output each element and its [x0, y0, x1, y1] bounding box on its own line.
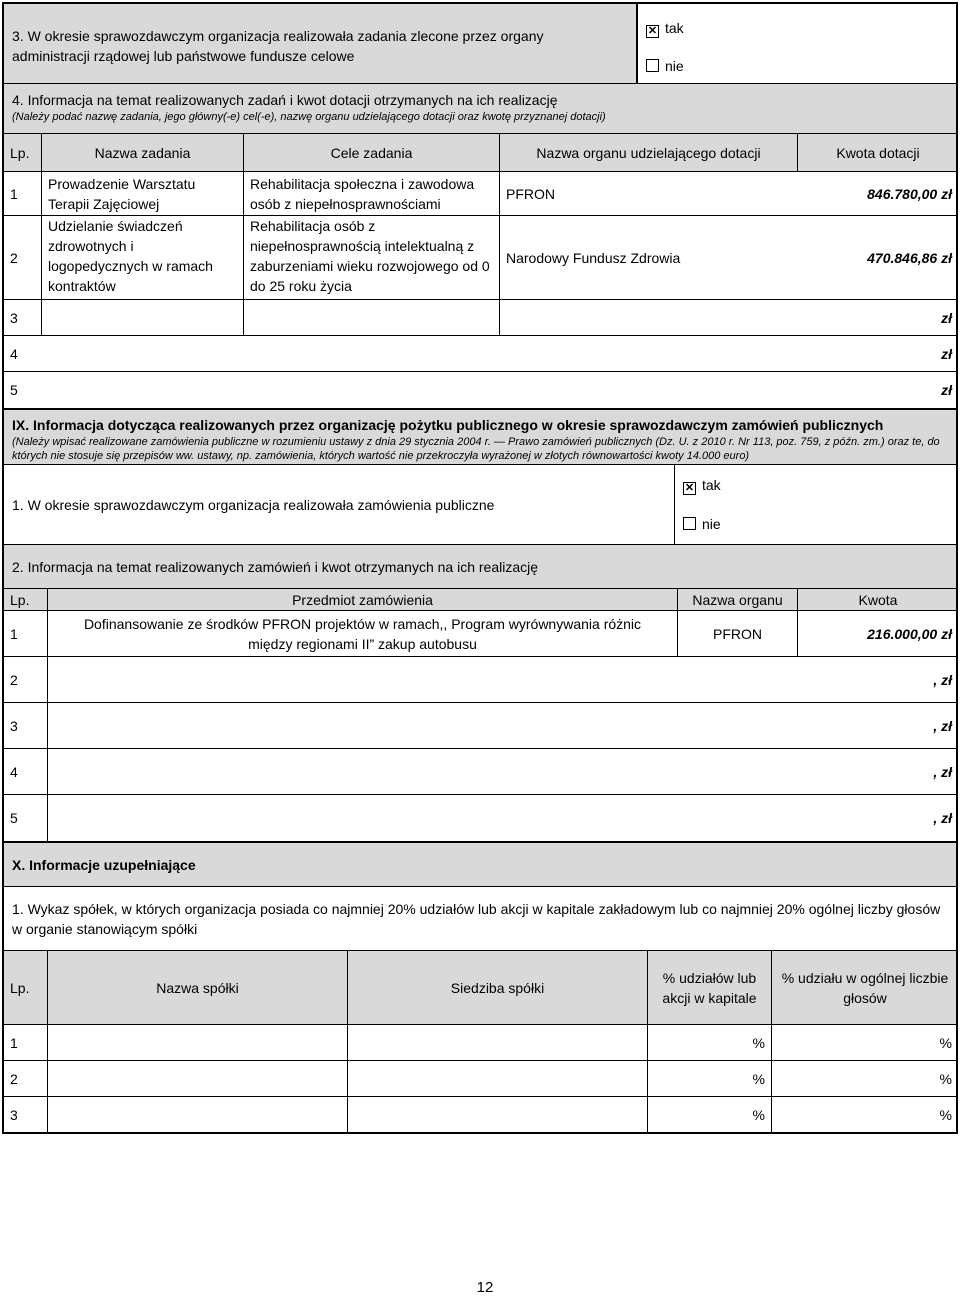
s10-table-body — [2, 1025, 958, 1134]
s4-row-lp: 2 — [4, 216, 42, 299]
s4-row-goals: Rehabilitacja społeczna i zawodowa osób z niepełnosprawnościami — [244, 172, 500, 215]
s9-q2: 2. Informacja na temat realizowanych zamówień i kwot otrzymanych na ich realizację — [12, 558, 539, 575]
s4-note: (Należy podać nazwę zadania, jego główny(-e) cel(-e), nazwę organu udzielającego dotacji oraz kwotę przyznanej dotacji) — [12, 111, 606, 123]
s9-header-row — [2, 589, 958, 611]
s10-row-lp: 3 — [4, 1097, 48, 1132]
s4-row-lp: 4 — [10, 345, 18, 362]
s9-header-lp: Lp. — [4, 589, 48, 610]
s10-title-block — [2, 841, 958, 887]
s10-header-lp: Lp. — [4, 951, 48, 1024]
table-row — [4, 703, 958, 749]
s9-row-amount: , zł — [933, 763, 952, 780]
s3-options-cell — [636, 2, 958, 84]
table-row — [4, 1061, 958, 1097]
table-row — [4, 216, 958, 300]
table-row — [4, 657, 958, 703]
s9-row-lp: 2 — [4, 657, 48, 702]
s9-q1: 1. W okresie sprawozdawczym organizacja realizowała zamówienia publiczne — [12, 496, 495, 513]
s10-q1-cell — [2, 887, 958, 951]
s4-row-task[interactable] — [42, 300, 244, 335]
s4-header-goals: Cele zadania — [244, 134, 500, 171]
table-row — [4, 1097, 958, 1132]
s9-q2-cell — [2, 545, 958, 589]
s4-header-row — [2, 134, 958, 172]
s4-row-amount: 470.846,86 zł — [867, 249, 952, 266]
checked-box-icon[interactable]: ✕ — [684, 482, 695, 494]
s9-row-amount: , zł — [933, 671, 952, 688]
s10-row-pct-votes: % — [939, 1070, 952, 1087]
s9-option-no[interactable] — [683, 514, 721, 534]
s9-header-subject: Przedmiot zamówienia — [48, 589, 678, 610]
s9-header-amount: Kwota — [858, 591, 898, 608]
s4-row-amount: 846.780,00 zł — [867, 185, 952, 202]
s9-row-organ: PFRON — [678, 611, 798, 656]
s4-row-goals: Rehabilitacja osób z niepełnosprawnością intelektualną z zaburzeniami wieku rozwojowego od 0 do 25 roku życia — [244, 216, 500, 299]
s9-row-amount: , zł — [933, 717, 952, 734]
table-row — [4, 1025, 958, 1061]
s4-row-lp: 5 — [10, 382, 18, 398]
s4-row-amount: zł — [941, 309, 952, 326]
table-row — [4, 795, 958, 841]
s9-row-lp: 3 — [4, 703, 48, 748]
s4-header-lp: Lp. — [4, 134, 42, 171]
page-number: 12 — [476, 1279, 494, 1296]
s4-row-lp: 3 — [4, 300, 42, 335]
s10-row-pct-shares: % — [648, 1025, 772, 1060]
empty-checkbox-icon[interactable] — [683, 517, 696, 530]
s9-table-body — [2, 611, 958, 841]
s4-row-amount: zł — [941, 382, 952, 398]
s10-row-pct-shares: % — [648, 1097, 772, 1132]
s4-table-body — [2, 172, 958, 408]
s10-row-name[interactable] — [48, 1097, 348, 1132]
s9-options-cell — [674, 465, 958, 545]
s3-question: 3. W okresie sprawozdawczym organizacja realizowała zadania zlecone przez organy administracji rządowej lub państwowe fundusze celowe — [12, 28, 544, 64]
s10-header-pct-shares: % udziałów lub akcji w kapitale — [648, 951, 772, 1024]
s9-title-block — [2, 408, 958, 465]
s9-no-label: nie — [702, 516, 721, 532]
s10-row-name[interactable] — [48, 1025, 348, 1060]
s10-title: X. Informacje uzupełniające — [12, 856, 196, 873]
s10-row-seat[interactable] — [348, 1061, 648, 1096]
s10-row-seat[interactable] — [348, 1025, 648, 1060]
s10-q1: 1. Wykaz spółek, w których organizacja posiada co najmniej 20% udziałów lub akcji w kapitale zakładowym lub co najmniej 20% ogólnej liczby głosów w organie stanowiącym spółki — [12, 901, 941, 937]
s9-header-organ: Nazwa organu — [678, 589, 798, 610]
s9-row-amount: 216.000,00 zł — [867, 625, 952, 642]
s4-row-task: Udzielanie świadczeń zdrowotnych i logopedycznych w ramach kontraktów — [42, 216, 244, 299]
s4-row-task: Prowadzenie Warsztatu Terapii Zajęciowej — [42, 172, 244, 215]
table-row — [4, 300, 958, 336]
s4-row-organ[interactable] — [500, 300, 798, 335]
s10-row-pct-votes: % — [939, 1106, 952, 1123]
s10-header-name: Nazwa spółki — [48, 951, 348, 1024]
s4-title: 4. Informacja na temat realizowanych zadań i kwot dotacji otrzymanych na ich realizację — [12, 92, 558, 108]
s4-row-organ: Narodowy Fundusz Zdrowia — [506, 249, 681, 266]
s9-row-amount: , zł — [933, 810, 952, 826]
table-row — [4, 749, 958, 795]
table-row — [4, 611, 958, 657]
s4-header-organ: Nazwa organu udzielającego dotacji — [500, 134, 798, 171]
s10-header-seat: Siedziba spółki — [348, 951, 648, 1024]
s4-header-task: Nazwa zadania — [42, 134, 244, 171]
s4-header-amount: Kwota dotacji — [836, 144, 920, 161]
s4-row-goals[interactable] — [244, 300, 500, 335]
s9-yes-label: tak — [702, 477, 721, 493]
s3-yes-label: tak — [665, 20, 684, 36]
table-row — [4, 172, 958, 216]
table-row — [4, 336, 958, 372]
s9-note: (Należy wpisać realizowane zamówienia publiczne w rozumieniu ustawy z dnia 29 stycznia 2004 r. — Prawo zamówień publicznych (Dz. U. z 2010 r. Nr 113, poz. 759, z późn. zm.) oraz te, do których nie stosuje się przepisów ww. ustawy, np. zamówienia, których wartość nie przekroczyła wyrażonej w złotych równowartości kwoty 14.000 euro) — [12, 436, 940, 462]
checked-box-icon[interactable]: ✕ — [647, 25, 658, 37]
s10-row-lp: 2 — [4, 1061, 48, 1096]
s10-row-pct-shares: % — [648, 1061, 772, 1096]
s4-title-block — [2, 84, 958, 134]
s3-option-no[interactable] — [646, 56, 684, 76]
s9-row-lp: 4 — [4, 749, 48, 794]
s10-row-seat[interactable] — [348, 1097, 648, 1132]
s10-row-lp: 1 — [4, 1025, 48, 1060]
s3-question-cell — [2, 2, 636, 84]
s9-option-yes[interactable] — [683, 475, 721, 495]
s3-no-label: nie — [665, 58, 684, 74]
s4-row-lp: 1 — [4, 172, 42, 215]
s9-row-lp: 5 — [4, 795, 48, 841]
s9-row-subject: Dofinansowanie ze środków PFRON projektów w ramach,, Program wyrównywania różnic między regionami II” zakup autobusu — [48, 611, 678, 656]
s10-row-name[interactable] — [48, 1061, 348, 1096]
table-row — [4, 372, 958, 408]
s9-row-lp: 1 — [4, 611, 48, 656]
s10-header-row — [2, 951, 958, 1025]
s4-row-organ: PFRON — [506, 185, 555, 202]
s3-option-yes[interactable] — [646, 18, 684, 38]
s9-title: IX. Informacja dotycząca realizowanych przez organizację pożytku publicznego w okresie sprawozdawczym zamówień publicznych — [12, 417, 884, 433]
s4-row-amount: zł — [941, 345, 952, 362]
s9-q1-cell — [2, 465, 674, 545]
s10-header-pct-votes: % udziału w ogólnej liczbie głosów — [781, 969, 949, 1006]
empty-checkbox-icon[interactable] — [646, 59, 659, 72]
s10-row-pct-votes: % — [939, 1034, 952, 1051]
